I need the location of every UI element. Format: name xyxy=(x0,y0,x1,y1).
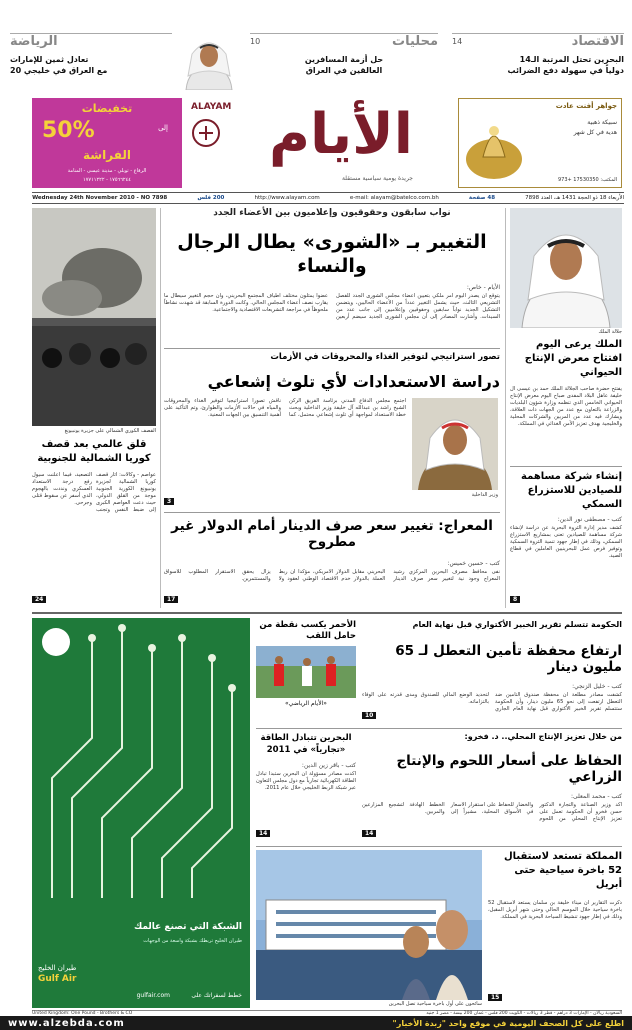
fourasha-ad-percent: 50% xyxy=(42,118,95,143)
korea-body: عواصم - وكالات: أثار قصف كوريا الشمالية لجزيرة يونبيونغ الكورية الجنوبية موجة من القلق الدولي، حيث دعت العواصم الكبرى إلى ضبط النفس وتجنب التصعيد، فيما أعلنت سيول رفع درجة الاستعداد العسكري ونددت بالهجوم الذي أسفر عن سقوط قتلى وجرحى. xyxy=(32,472,156,513)
meat-story[interactable] xyxy=(362,732,622,842)
masthead-logo-en: ALAYAM xyxy=(191,102,232,112)
meraj-body: نفى محافظ مصرف البحرين المركزي رشيد المعراج وجود نية لتغيير سعر صرف الدينار البحريني مقابل الدولار الأمريكي، مؤكداً أن ربط العملة بالدولار خدم الاقتصاد الوطني لعقود ولا يزال يحقق الاستقرار المطلوب للأسواق والمستثمرين. xyxy=(164,569,500,582)
pension-page: 10 xyxy=(362,712,376,719)
gold-ingot-icon xyxy=(463,107,525,183)
teaser-sports-line1: تعادل ثمين للإمارات xyxy=(10,55,89,64)
date-bar xyxy=(32,192,624,204)
meat-byline: كتب - محمد المعلى: xyxy=(570,793,622,800)
fourasha-ad-name: الفراشة xyxy=(83,148,131,162)
tourism-caption: سائحون على أول باخرة سياحية تصل البحرين xyxy=(388,1001,482,1007)
gulfair-ad[interactable] xyxy=(32,618,250,1008)
fishing-page: 8 xyxy=(510,596,520,603)
sportsbox-source: «الأيام الرياضي» xyxy=(285,700,327,707)
tourism-story[interactable] xyxy=(488,850,622,1008)
fishing-story[interactable] xyxy=(510,470,622,608)
fishing-headline: إنشاء شركة مساهمة للصيادين للاستزراع السمكي xyxy=(521,471,622,510)
watermark-slogan: اطلع على كل الصحف اليومية في موقع واحد "زبدة الأخبار" xyxy=(392,1018,624,1028)
gulfair-cta: خطط لسفراتك على xyxy=(191,992,242,999)
date-english: Wednesday 24th November 2010 - NO 7898 xyxy=(32,195,168,201)
fourasha-ad-top: تخفيضات xyxy=(81,102,133,115)
masthead xyxy=(187,98,449,188)
meraj-page: 17 xyxy=(164,596,178,603)
masthead-email[interactable]: e-mail: alayam@batelco.com.bh xyxy=(349,195,439,201)
energy-byline: كتب - باقر زين الدين: xyxy=(301,762,356,769)
energy-page: 14 xyxy=(256,830,270,837)
fourasha-ad-upto: إلى xyxy=(158,124,168,132)
gulfair-ad-sub: طيران الخليج تربطك بشبكة واسعة من الوجهات xyxy=(143,938,242,944)
fourasha-ad[interactable] xyxy=(32,98,182,188)
study-body: اجتمع مجلس الدفاع المدني برئاسة الفريق الركن الشيخ راشد بن عبدالله آل خليفة وزير الداخلية وبحث خطة الاستعداد لمواجهة أي تلوث إشعاعي محتمل، كما ناقش تصوراً استراتيجياً لتوفير الغذاء والمحروقات والمياه في حالات الأزمات والطوارئ، وتم التأكيد على أهمية التنسيق بين الجهات المعنية. xyxy=(164,398,406,418)
pension-body: كشفت مصادر مطلعة أن محفظة صندوق التأمين ضد التعطل ارتفعت إلى نحو 65 مليون دينار، وأن الحكومة ستتسلم تقرير الخبير الأكتواري قبل نهاية العام الجاري لتحديد الوضع المالي للصندوق ومدى قدرته على الوفاء بالتزاماته. xyxy=(362,692,622,712)
tourism-page: 15 xyxy=(488,994,502,1001)
tourism-photo xyxy=(256,850,482,1000)
teaser-local-line1: حل أزمة المسافرين xyxy=(304,55,384,64)
footer-prices: السعودية ريالان - الإمارات 3 دراهم - قطر 3 ريالات - الكويت 200 فلس - عمان 200 بيسة - مصر 1 جنيه xyxy=(426,1011,622,1016)
study-caption: وزير الداخلية xyxy=(471,492,498,498)
king-body: يفتتح حضرة صاحب الجلالة الملك حمد بن عيسى آل خليفة عاهل البلاد المفدى صباح اليوم معرض الإنتاج الحيواني الخامس الذي تنظمه وزارة شؤون البلديات والزراعة بالتعاون مع عدد من الجهات ذات العلاقة، ويشارك فيه عدد من المربين والشركات المحلية والخليجية بهدف تعزيز الأمن الغذائي في المملكة. xyxy=(510,386,622,427)
teaser-sports[interactable] xyxy=(10,33,172,93)
korea-headline: قلق عالمي بعد قصف كوريا الشمالية للجنوبية xyxy=(37,439,151,464)
tourism-headline: المملكة تستعد لاستقبال 52 باخرة سياحية حتى أبريل xyxy=(503,851,622,890)
jewel-ad[interactable] xyxy=(458,98,622,188)
fishing-byline: كتب - مصطفى نور الدين: xyxy=(557,516,622,523)
jewel-ad-phone: المكتب: 17530350 +973 xyxy=(557,177,617,183)
teaser-economy-line2: دولياً في سهولة دفع الضرائب xyxy=(507,66,624,75)
meat-headline: الحفاظ على أسعار اللحوم والإنتاج الزراعي xyxy=(396,753,622,785)
jewel-ad-title: جواهر أفنت عادت xyxy=(555,102,617,110)
meraj-story[interactable] xyxy=(164,518,500,608)
gulfair-site[interactable]: gulfair.com xyxy=(136,992,170,999)
king-caption: جلالة الملك xyxy=(598,329,622,335)
teaser-local-line2: العالقين في العراق xyxy=(305,66,383,75)
columnist-photo xyxy=(178,30,240,90)
date-arabic: الأربعاء 18 ذو الحجة 1431 هـ، العدد 7898 xyxy=(525,195,624,201)
sportsbox-headline: الأحمر يكسب نقطة من حامل اللقب xyxy=(259,620,356,641)
meat-body: أكد وزير الصناعة والتجارة الدكتور حسن فخرو أن الحكومة تعمل على تعزيز الإنتاج المحلي من اللحوم والخضار للحفاظ على استقرار الأسعار في الأسواق المحلية، مشيراً إلى الخطط الهادفة لتشجيع المزارعين والمربين. xyxy=(362,802,622,822)
tourism-body: ذكرت التقارير أن ميناء خليفة بن سلمان يستعد لاستقبال 52 باخرة سياحية خلال الموسم الحالي وحتى شهر أبريل المقبل، وذلك في إطار جهود تنشيط السياحة البحرية في المملكة. xyxy=(488,900,622,920)
masthead-emblem-icon xyxy=(191,118,221,148)
teaser-local[interactable] xyxy=(250,33,438,93)
fourasha-ad-phones: ١٧٥٦٦٢٤٤ - ١٧٧١١٢٢٢ xyxy=(83,177,131,183)
jewel-ad-line2: هدية في كل شهر xyxy=(573,129,617,136)
pension-kicker: الحكومة تتسلم تقرير الخبير الأكتواري قبل نهاية العام xyxy=(412,620,622,629)
lead-kicker: نواب سابقون وحقوقيون وإعلاميون بين الأعضاء الجدد xyxy=(213,208,451,218)
study-kicker: تصور استراتيجي لتوفير الغذاء والمحروقات في الأزمات xyxy=(270,352,500,362)
pension-story[interactable] xyxy=(362,620,622,722)
meat-kicker: من خلال تعزيز الإنتاج المحلي.. د. فخرو: xyxy=(464,732,622,741)
lead-story[interactable] xyxy=(164,208,500,344)
teaser-economy-section: الاقتصاد xyxy=(571,34,624,49)
sports-box[interactable] xyxy=(256,620,356,722)
circuit-board-icon xyxy=(32,618,250,918)
masthead-tagline: جريدة يومية سياسية مستقلة xyxy=(341,175,413,182)
korea-story[interactable] xyxy=(32,438,156,608)
masthead-website[interactable]: http://www.alayam.com xyxy=(254,195,320,201)
teaser-economy[interactable] xyxy=(452,33,624,93)
fishing-body: كشف مدير إدارة الثروة البحرية عن دراسة لإنشاء شركة مساهمة للصيادين تعنى بمشاريع الاستزراع السمكي، وذلك في إطار جهود تنمية الثروة السمكية وتوفير فرص عمل للبحرينيين العاملين في قطاع الصيد. xyxy=(510,525,622,559)
teaser-local-page: 10 xyxy=(250,37,261,46)
teaser-economy-line1: البحرين تحتل المرتبة الـ14 xyxy=(519,55,624,64)
lead-headline: التغيير بـ «الشورى» يطال الرجال والنساء xyxy=(177,231,487,277)
teaser-local-section: محليات xyxy=(392,34,438,49)
teaser-sports-section: الرياضة xyxy=(10,34,58,49)
meraj-headline: المعراج: تغيير سعر صرف الدينار أمام الدولار غير مطروح xyxy=(171,518,493,550)
masthead-price: 200 فلس xyxy=(197,195,225,201)
teaser-economy-page: 14 xyxy=(452,37,463,46)
watermark-site[interactable]: www.alzebda.com xyxy=(8,1017,125,1029)
masthead-logo: الأيام xyxy=(269,102,413,167)
korea-caption: القصف الكوري الشمالي على جزيرة يونبيونغ xyxy=(64,428,156,434)
energy-body: أكدت مصادر مسؤولة أن البحرين ستبدأ تبادل الطاقة الكهربائية تجارياً مع دول مجلس التعاون عبر شبكة الربط الخليجي خلال عام 2011. xyxy=(256,771,356,791)
king-photo xyxy=(510,208,622,328)
meat-page: 14 xyxy=(362,830,376,837)
meraj-byline: كتب - حسين خميس: xyxy=(447,560,500,567)
pension-byline: كتب - خليل الزنجي: xyxy=(572,683,622,690)
energy-headline: البحرين تتبادل الطاقة «تجارياً» في 2011 xyxy=(260,733,352,755)
korea-photo xyxy=(32,208,156,426)
gulfair-ad-title: الشبكة التي تصنع عالمك xyxy=(133,922,242,932)
study-story[interactable] xyxy=(164,352,500,508)
energy-story[interactable] xyxy=(256,732,356,842)
jewel-ad-line1: سبيكة ذهبية xyxy=(587,119,617,126)
gulfair-brand-en: Gulf Air xyxy=(38,974,77,984)
pension-headline: ارتفاع محفظة تأمين التعطل لـ 65 مليون دينار xyxy=(395,643,622,675)
pages-count: 48 صفحة xyxy=(468,195,496,201)
study-page: 3 xyxy=(164,498,174,505)
teaser-sports-line2: مع العراق في خليجي 20 xyxy=(10,66,108,75)
king-story[interactable] xyxy=(510,338,622,462)
korea-page: 24 xyxy=(32,596,46,603)
footer-uk: United Kingdom: One Pound - Brothers & CO xyxy=(32,1011,133,1016)
study-photo xyxy=(412,398,498,490)
study-headline: دراسة الاستعدادات لأي تلوث إشعاعي xyxy=(207,372,500,391)
gulfair-brand-ar: طيران الخليج xyxy=(38,964,77,972)
lead-body: يتوقع أن يصدر اليوم أمر ملكي بتعيين أعضاء مجلس الشورى الجدد للفصل التشريعي الثالث، حيث يشمل التغيير عدداً من الأعضاء الحاليين، ويتضمن التشكيل الجديد نواباً سابقين وحقوقيين وإعلاميين إلى جانب عدد من السيدات. وأشارت المصادر إلى أن مجلس الشورى الجديد سيضم أربعين عضواً يمثلون مختلف أطياف المجتمع البحريني، وأن حجم التغيير سيطال ما يقارب نصف أعضاء المجلس الحالي. وكانت الدورة السابقة قد شهدت نشاطاً ملحوظاً في مراجعة التشريعات الاقتصادية والاجتماعية. xyxy=(164,293,500,320)
fourasha-ad-sub: الرفاع - توبلي - مدينة عيسى - المنامة xyxy=(67,168,147,174)
lead-byline: الأيام - خاص: xyxy=(466,284,500,291)
king-headline: الملك يرعى اليوم افتتاح معرض الإنتاج الحيواني xyxy=(524,339,622,378)
sports-photo xyxy=(256,646,356,698)
watermark-band[interactable] xyxy=(0,1016,632,1030)
